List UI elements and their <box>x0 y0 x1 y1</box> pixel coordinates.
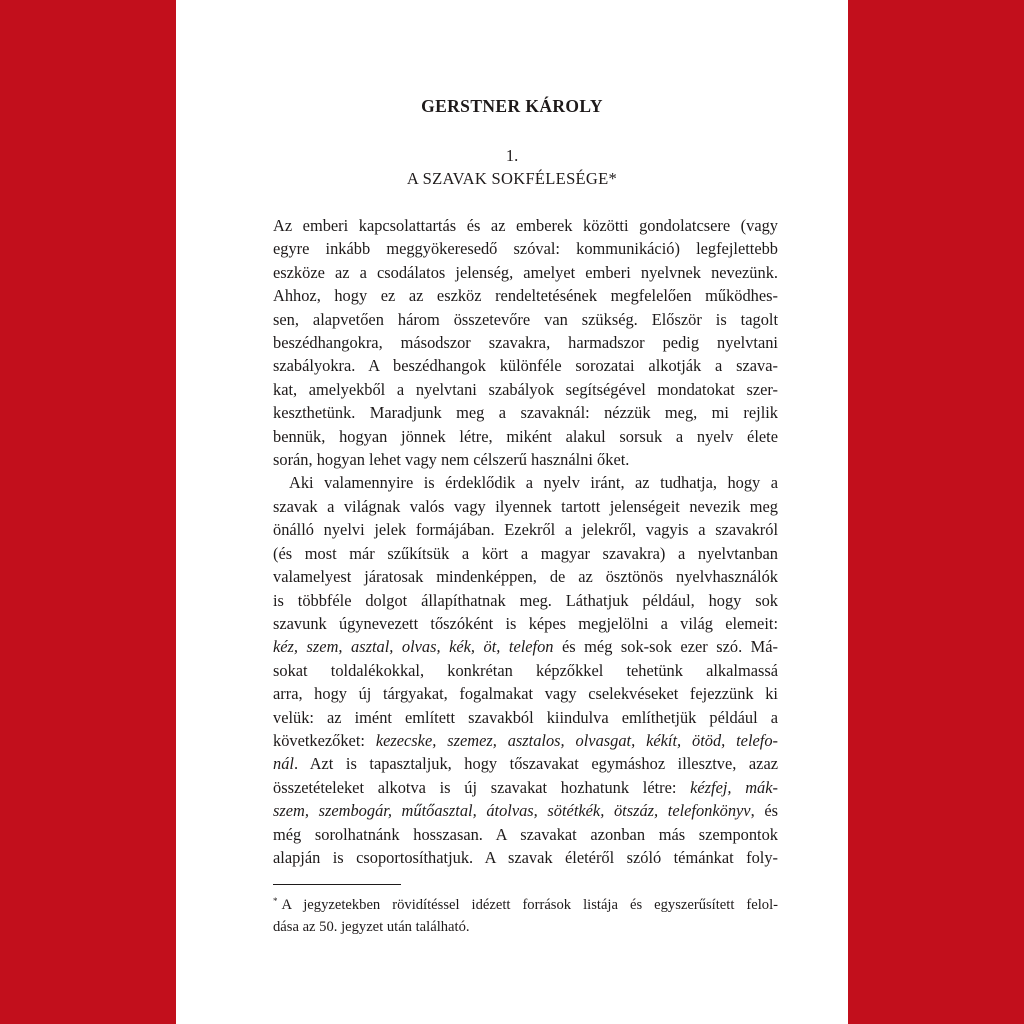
text-line: szavunk úgynevezett tőszóként is képes megjelölni a világ elemeit: <box>273 613 778 633</box>
text-fragment: , és <box>750 801 778 821</box>
text-line: sen, alapvetően három összetevőre van szükség. Először is tagolt <box>273 309 778 329</box>
text-line: eszköze az a csodálatos jelenség, amelyet emberi nyelvnek nevezünk. <box>273 262 778 282</box>
text-line <box>273 776 778 799</box>
text-line: (és most már szűkítsük a kört a magyar szavakra) a nyelvtanban <box>273 543 778 563</box>
text-line: szavak a világnak valós vagy ilyennek tartott jelenségeit nevezik meg <box>273 496 778 516</box>
text-fragment: . Azt is tapasztaljuk, hogy tőszavakat egymáshoz illesztve, azaz <box>293 754 778 774</box>
text-line: is többféle dolgot állapíthatnak meg. Láthatjuk például, hogy sok <box>273 590 778 610</box>
text-line: velük: az imént említett szavakból kiindulva említhetjük például a <box>273 707 778 727</box>
author-heading: GERSTNER KÁROLY <box>421 96 603 116</box>
text-line: beszédhangokra, másodszor szavakra, harmadszor pedig nyelvtani <box>273 333 778 353</box>
text-line: Aki valamennyire is érdeklődik a nyelv iránt, az tudhatja, hogy a <box>289 473 778 493</box>
text-fragment: és még sok-sok ezer szó. Má- <box>553 637 778 657</box>
example-words: kézfej, mák- <box>690 777 778 797</box>
text-line: kat, amelyekből a nyelvtani szabályok segítségével mondatokat szer- <box>273 379 778 399</box>
text-line: önálló nyelvi jelek formájában. Ezekről a jelekről, vagyis a szavakról <box>273 520 778 540</box>
example-words: kezecske, szemez, asztalos, olvasgat, kékít, ötöd, telefo- <box>375 730 778 750</box>
example-words: szem, szembogár, műtőasztal, átolvas, sötétkék, ötszáz, telefonkönyv <box>273 801 751 821</box>
text-fragment: A jegyzetekben rövidítéssel idézett források listája és egyszerűsített felol- <box>281 897 778 913</box>
text-line: során, hogyan lehet vagy nem célszerű használni őket. <box>273 450 630 470</box>
example-words: kéz, szem, asztal, olvas, kék, öt, telefon <box>273 637 554 657</box>
footnote-marker: * <box>273 896 278 906</box>
text-line <box>273 729 778 752</box>
text-line: sokat toldalékokkal, konkrétan képzőkkel tehetünk alkalmassá <box>273 660 778 680</box>
footnote-divider <box>273 884 401 885</box>
text-line: Ahhoz, hogy ez az eszköz rendeltetésének megfelelően működhes- <box>273 286 778 306</box>
paragraph-2 <box>273 471 778 869</box>
text-line <box>273 799 778 822</box>
text-fragment: következőket: <box>273 730 376 750</box>
example-words: nál <box>273 754 294 774</box>
footnote <box>273 890 778 938</box>
text-line: még sorolhatnánk hosszasan. A szavakat azonban más szempontok <box>273 824 778 844</box>
chapter-title: A SZAVAK SOKFÉLESÉGE* <box>406 169 618 188</box>
text-line: valamelyest járatosak mindenképpen, de az ösztönös nyelvhasználók <box>273 567 778 587</box>
text-line: bennük, hogyan jönnek létre, miként alakul sorsuk a nyelv élete <box>273 426 778 446</box>
text-line: egyre inkább meggyökeresedő szóval: kommunikáció) legfejlettebb <box>273 239 778 259</box>
text-line: arra, hogy új tárgyakat, fogalmakat vagy cselekvéseket fejezzünk ki <box>273 684 778 704</box>
text-line: keszthetünk. Maradjunk meg a szavaknál: nézzük meg, mi rejlik <box>273 403 778 423</box>
text-line: alapján is csoportosíthatjuk. A szavak életéről szóló témánkat foly- <box>273 847 778 867</box>
text-line <box>273 752 778 775</box>
text-line: szabályokra. A beszédhangok különféle sorozatai alkotják a szava- <box>273 356 778 376</box>
book-page <box>176 0 848 1024</box>
chapter-number: 1. <box>505 146 519 165</box>
footnote-line <box>273 890 778 916</box>
text-line: Az emberi kapcsolattartás és az emberek közötti gondolatcsere (vagy <box>273 216 778 235</box>
body-text <box>273 214 778 869</box>
text-line <box>273 635 778 658</box>
text-fragment: összetételeket alkotva is új szavakat hozhatunk létre: <box>273 777 691 797</box>
footnote-line: dása az 50. jegyzet után található. <box>273 919 470 935</box>
paragraph-1 <box>273 214 778 471</box>
